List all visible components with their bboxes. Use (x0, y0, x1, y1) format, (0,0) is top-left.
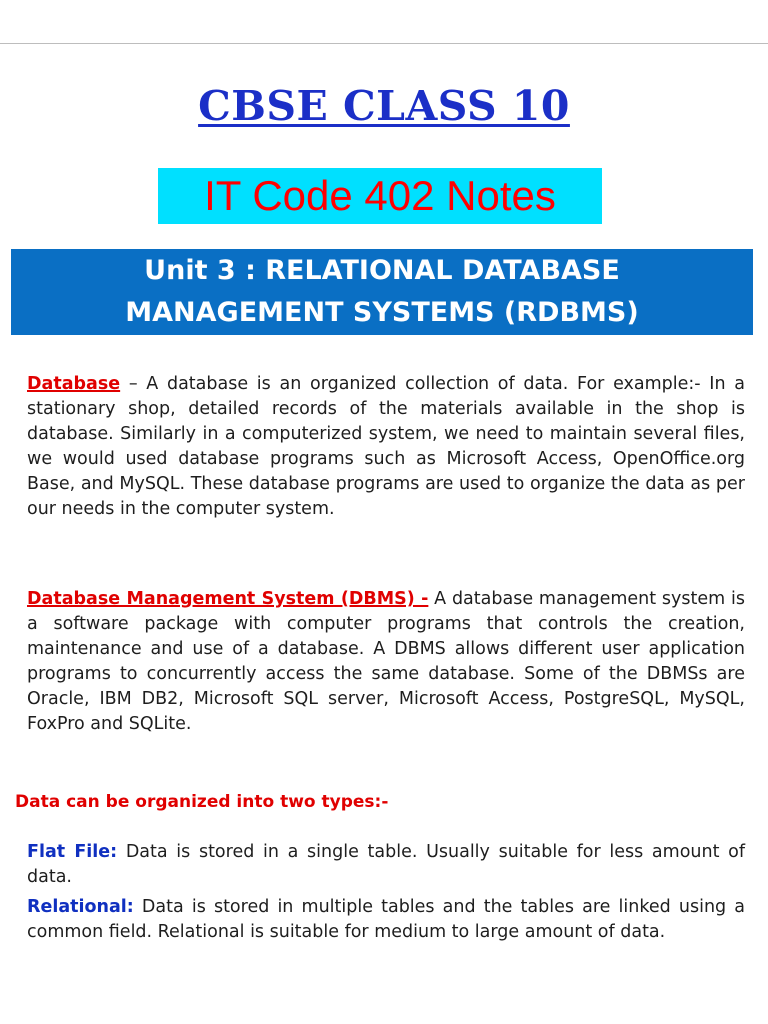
database-term: Database (27, 374, 121, 394)
top-divider (0, 43, 768, 44)
page-subtitle: IT Code 402 Notes (158, 168, 602, 224)
unit-banner-line-1: Unit 3 : RELATIONAL DATABASE (144, 255, 620, 286)
database-definition: A database is an organized collection of data. For example:- In a stationary shop, detailed records of the materials available in the shop is database. Similarly in a computerized system, we need to maintain several files, we would used database programs such as Microsoft Access, OpenOffice.org Base, and MySQL. These database programs are used to organize the data as per our needs in the computer system. (27, 374, 745, 519)
unit-banner-line-2: MANAGEMENT SYSTEMS (RDBMS) (125, 297, 639, 328)
database-paragraph (27, 372, 745, 522)
relational-term: Relational: (27, 897, 134, 917)
page-title-text: CBSE CLASS 10 (198, 82, 570, 130)
dbms-definition: A database management system is a software package with computer programs that controls the creation, maintenance and use of a database. A DBMS allows different user application programs to concurrently access the same database. Some of the DBMSs are Oracle, IBM DB2, Microsoft SQL server, Microsoft Access, PostgreSQL, MySQL, FoxPro and SQLite. (27, 589, 745, 734)
database-dash: – (120, 374, 147, 394)
page-title (0, 82, 768, 130)
flat-file-paragraph (27, 840, 745, 890)
flat-file-definition: Data is stored in a single table. Usually suitable for less amount of data. (27, 842, 745, 887)
unit-banner (11, 249, 753, 335)
flat-file-term: Flat File: (27, 842, 118, 862)
dbms-term: Database Management System (DBMS) - (27, 589, 429, 609)
relational-definition: Data is stored in multiple tables and the tables are linked using a common field. Relational is suitable for medium to large amount of data. (27, 897, 745, 942)
dbms-paragraph (27, 587, 745, 737)
relational-paragraph (27, 895, 745, 945)
types-heading: Data can be organized into two types:- (15, 792, 389, 812)
